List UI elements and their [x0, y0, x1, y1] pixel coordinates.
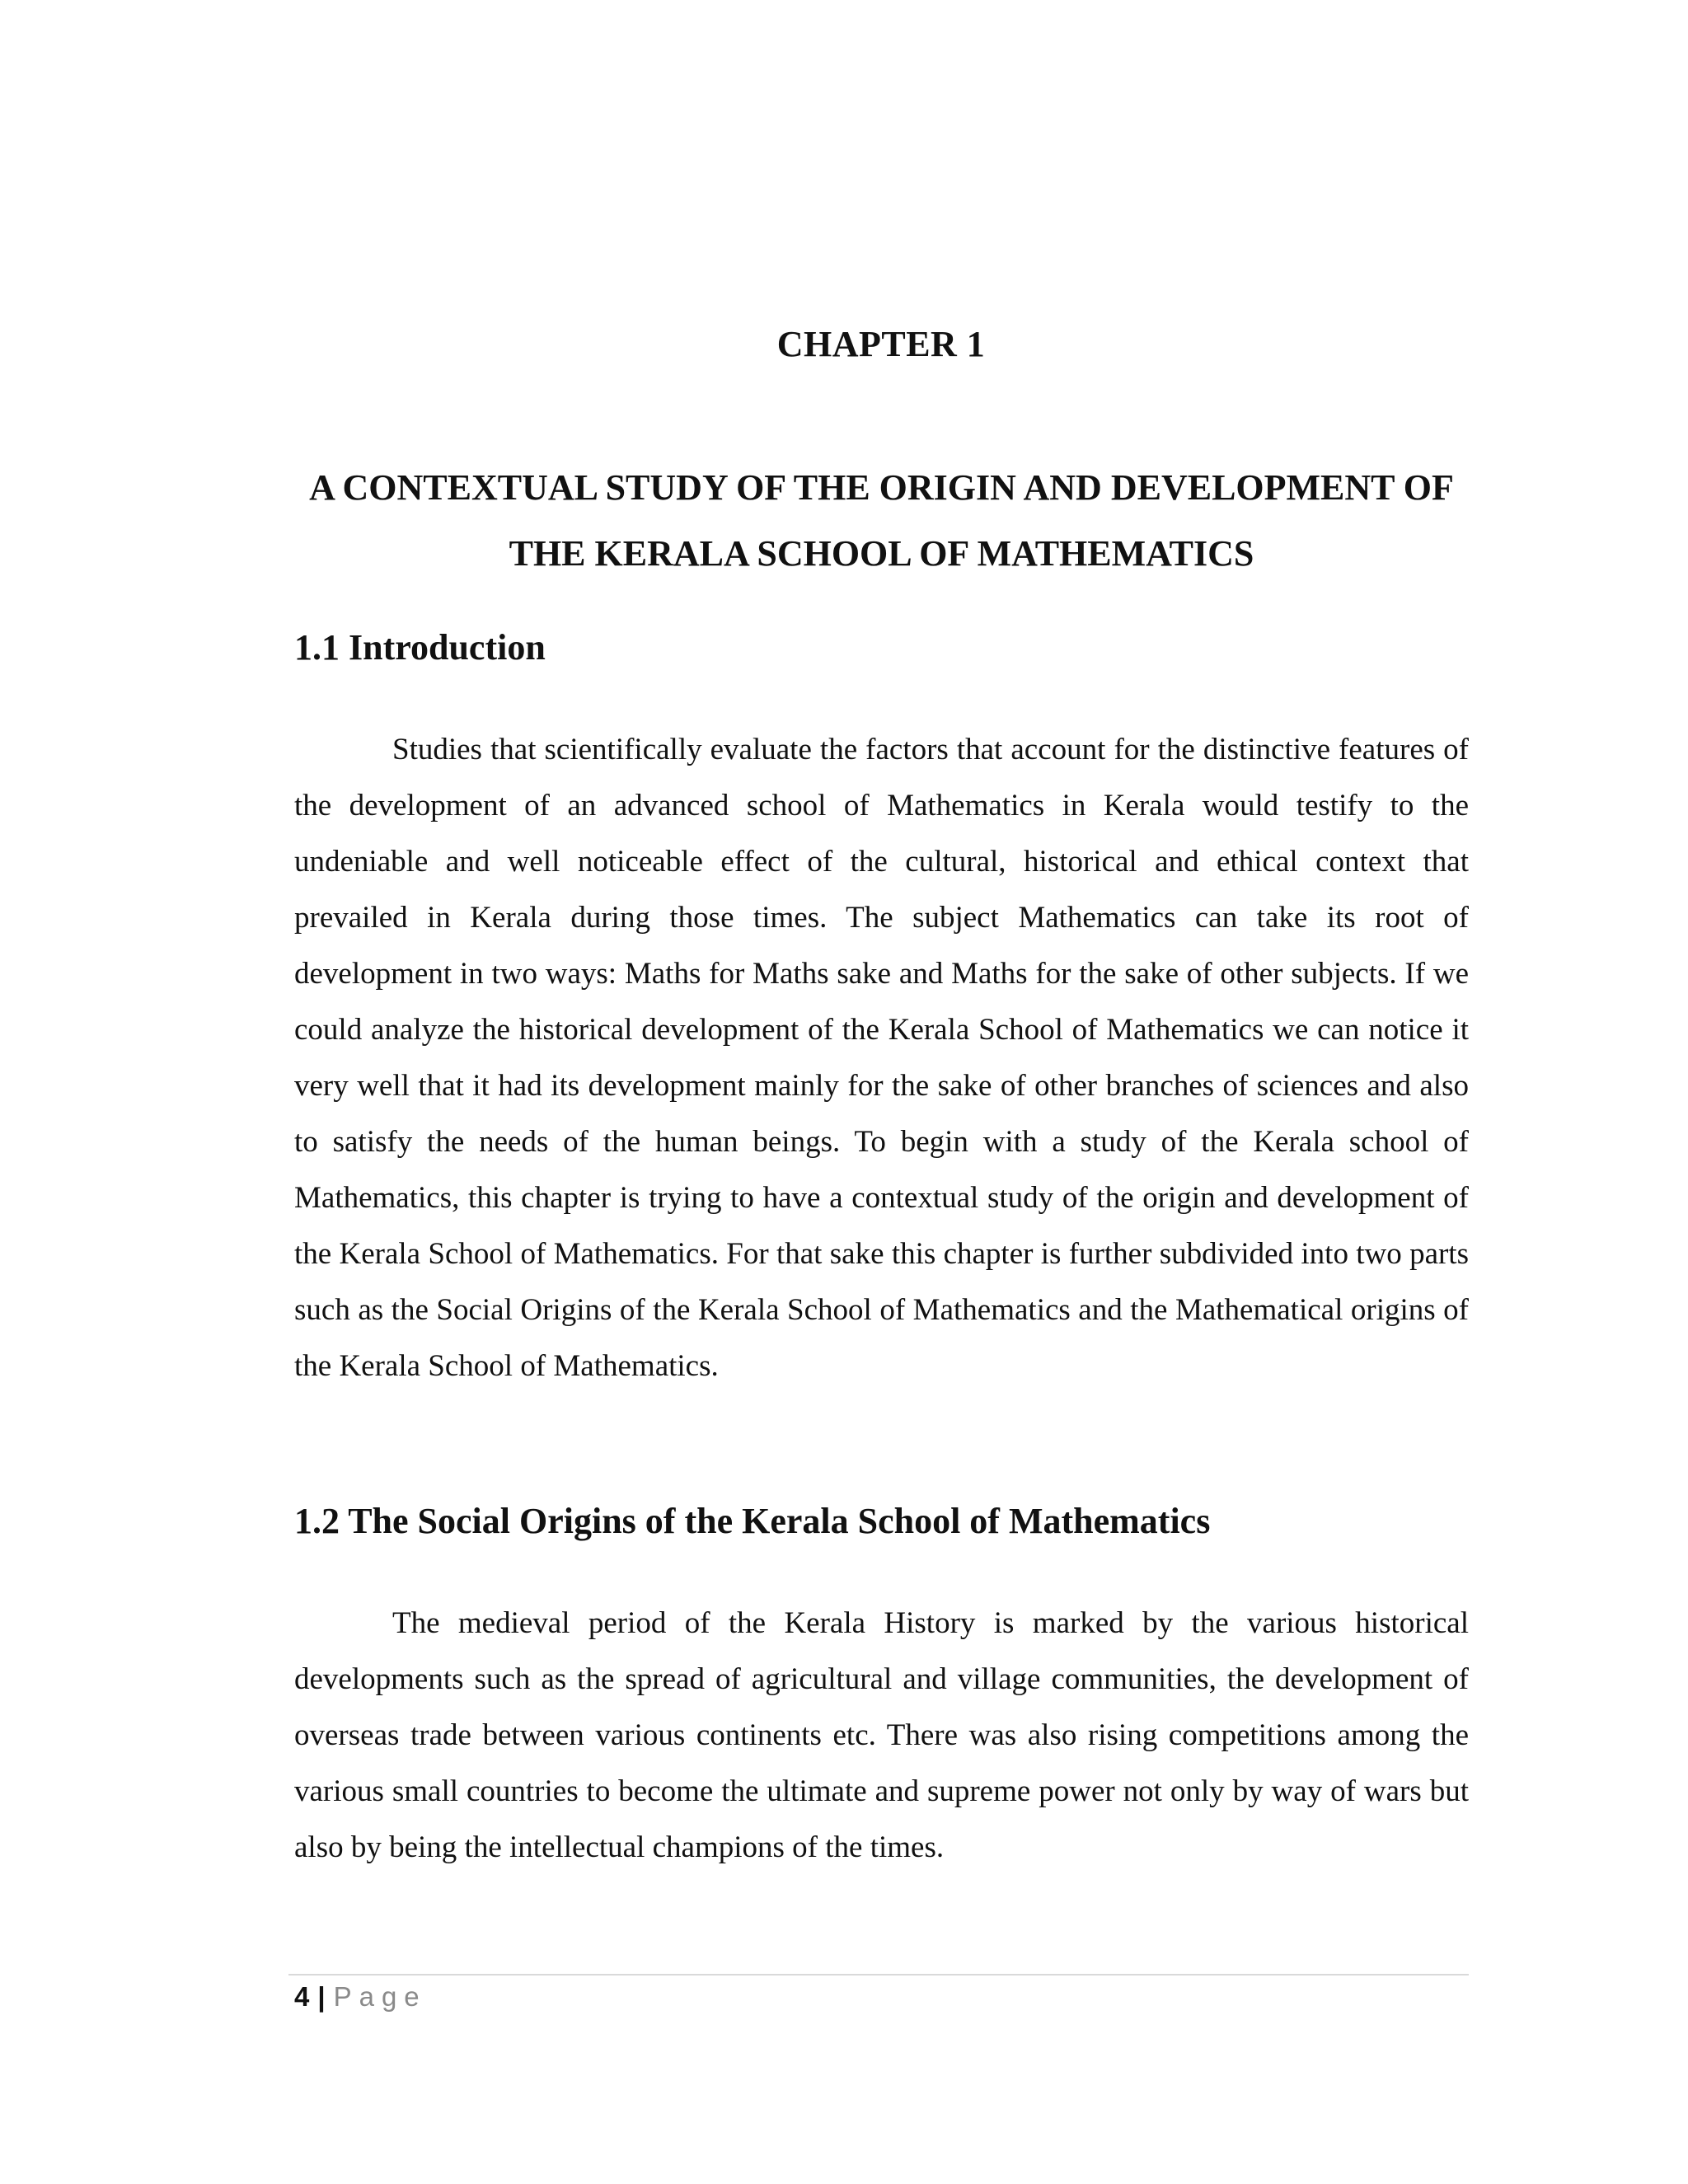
chapter-label: CHAPTER 1	[776, 324, 986, 364]
page-label: Page	[333, 1981, 427, 2012]
social-origins-paragraph: The medieval period of the Kerala History is marked by the various historical developments such as the spread of agricultural and village communities, the development of overseas trade between various continents etc. There was also rising competitions among the various small countries to become the ultimate and supreme power not only by way of wars but also by being the intellectual champions of the times.	[294, 1606, 1469, 1864]
page-number: 4	[294, 1981, 310, 2012]
page-footer	[294, 1981, 427, 2013]
section-heading-social-origins: 1.2 The Social Origins of the Kerala School of Mathematics	[294, 1501, 1211, 1541]
section-heading-introduction: 1.1 Introduction	[294, 627, 546, 668]
chapter-title: A CONTEXTUAL STUDY OF THE ORIGIN AND DEVELOPMENT OF THE KERALA SCHOOL OF MATHEMATICS	[309, 467, 1454, 574]
introduction-paragraph: Studies that scientifically evaluate the factors that account for the distinctive features of the development of an advanced school of Mathematics in Kerala would testify to the undeniable and well noticeable effect of the cultural, historical and ethical context that prevailed in Kerala during those times. The subject Mathematics can take its root of development in two ways: Maths for Maths sake and Maths for the sake of other subjects. If we could analyze the historical development of the Kerala School of Mathematics we can notice it very well that it had its development mainly for the sake of other branches of sciences and also to satisfy the needs of the human beings. To begin with a study of the Kerala school of Mathematics, this chapter is trying to have a contextual study of the origin and development of the Kerala School of Mathematics. For that sake this chapter is further subdivided into two parts such as the Social Origins of the Kerala School of Mathematics and the Mathematical origins of the Kerala School of Mathematics.	[294, 733, 1469, 1383]
footer-separator: |	[317, 1981, 326, 2012]
footer-divider	[288, 1974, 1469, 1975]
